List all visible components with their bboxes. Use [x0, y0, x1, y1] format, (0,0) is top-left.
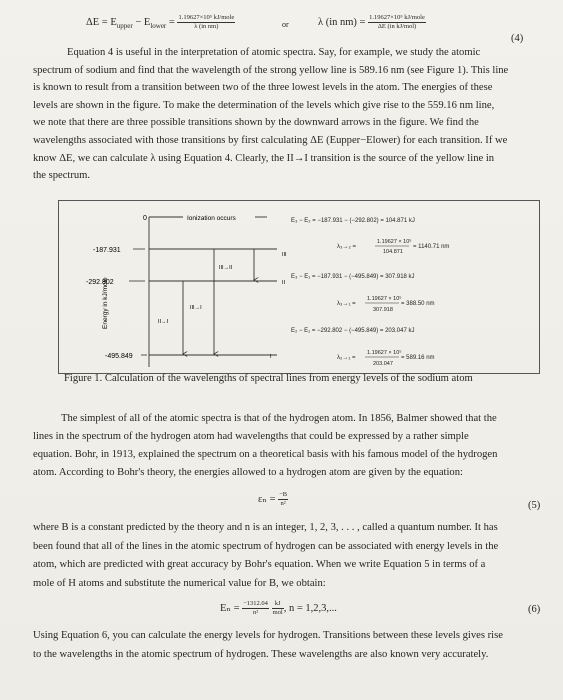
paragraph-4	[33, 626, 545, 664]
delta-e-text: E₂ − E₁ = −292.802 − (−495.849) = 203.047 kJ	[291, 328, 415, 334]
equation-6-number: (6)	[528, 604, 541, 615]
transition-label: III→II	[219, 265, 233, 271]
figure-1	[58, 200, 540, 374]
text-line: the spectrum.	[33, 170, 91, 182]
equation-4-lambda: λ (in nm) = $\frac{\text{1.19627×10⁵ kJ/mole}}{\text{ΔE (in kJ/mol)}}$	[318, 14, 425, 30]
level-i	[105, 353, 277, 360]
calculation-iii-i	[291, 274, 435, 313]
text-line: levels are shown in the figure. To make the determination of the levels which give rise to the 559.16 nm line,	[33, 99, 495, 111]
text-line: Equation 4 is useful in the interpretation of atomic spectra. Say, for example, we study the atomic	[67, 47, 481, 58]
text-line: Using Equation 6, you can calculate the energy levels for hydrogen. Transitions between these levels gives rise	[33, 630, 503, 641]
fraction-denominator: 307.918	[373, 307, 393, 313]
calculation-ii-i	[291, 328, 435, 367]
text-line: atom. According to Bohr's theory, the energies allowed to a hydrogen atom are given by the equation:	[33, 467, 463, 478]
level-roman-label: I	[270, 354, 272, 360]
equation-5: εₙ = $\frac{-B}{\text{n²}}$	[258, 491, 288, 507]
level-roman-label: II	[282, 280, 286, 286]
transition-label: III→I	[190, 305, 202, 311]
text-line: where B is a constant predicted by the theory and n is an integer, 1, 2, 3, . . . , called a quantum number. It has	[33, 522, 498, 533]
calculation-iii-ii	[291, 218, 449, 255]
transition-label: II→I	[158, 319, 169, 325]
fraction-numerator: 1.19627 × 10⁵	[377, 239, 412, 245]
text-line: is known to result from a transition between two of the three lowest levels in the atom. The energies of these	[33, 82, 493, 94]
equation-4-delta-e: $\Delta E = E_{upper} - E_{lower}$ = $\frac{\text{1.19627×10⁵ kJ/mole}}{\text{λ (in nm)}}$	[86, 14, 235, 30]
text-line: been found that all of the lines in the atomic spectrum of hydrogen can be associated with energy levels in the	[33, 540, 499, 552]
lambda-label: λ₂→₁ =	[337, 355, 356, 361]
transition-iii-ii	[219, 249, 254, 280]
equation-5-number: (5)	[528, 500, 541, 511]
text-line: lines in the spectrum of the hydrogen atom had wavelengths that could be expressed by a rather simple	[33, 431, 469, 442]
level-value-label: -495.849	[105, 353, 133, 360]
level-value-label: -292.802	[86, 279, 114, 286]
zero-label: 0	[143, 215, 147, 222]
ionization-label: Ionization occurs	[187, 215, 236, 222]
transition-iii-i	[190, 249, 214, 354]
delta-e-text: E₃ − E₁ = −187.931 − (−495.849) = 307.918 kJ	[291, 274, 415, 280]
paragraph-1	[33, 44, 545, 185]
level-ii	[86, 279, 286, 286]
text-line: we note that there are three possible transitions shown by the downward arrows in the figure. We find the	[33, 117, 479, 129]
fraction-unit: $\frac{kJ}{\text{mol}}$	[272, 600, 283, 616]
y-axis-label: Energy in kJ/mole	[102, 277, 109, 329]
fraction-2: $\frac{\text{1.19627×10⁵ kJ/mole}}{\text{ΔE (in kJ/mol)}}$	[369, 14, 425, 30]
level-roman-label: III	[282, 252, 287, 258]
fraction-denominator: 104.871	[383, 249, 403, 255]
equation-6: Eₙ = $\frac{-1312.04}{\text{n²}}$ $\frac{kJ}{\text{mol}}$ , n = 1,2,3,...	[220, 600, 337, 616]
fraction: $\frac{-B}{\text{n²}}$	[279, 491, 288, 507]
level-value-label: -187.931	[93, 247, 121, 254]
delta-e-text: E₃ − E₂ = −187.931 − (−292.802) = 104.871 kJ	[291, 218, 415, 224]
text-line: know ΔE, we can calculate λ using Equation 4. Clearly, the II→I transition is the source of the yellow line in	[33, 152, 495, 164]
fraction-value: $\frac{-1312.04}{\text{n²}}$	[243, 600, 268, 616]
fraction-1: $\frac{\text{1.19627×10⁵ kJ/mole}}{\text{λ (in nm)}}$	[178, 14, 235, 30]
or-label: or	[282, 20, 289, 29]
text-line: The simplest of all of the atomic spectra is that of the hydrogen atom. In 1856, Balmer showed that the	[61, 413, 497, 424]
text-line: to the wavelengths in the atomic spectrum of hydrogen. These wavelengths are also known very accurately.	[33, 649, 489, 660]
text-line: wavelengths associated with those transitions by first calculating ΔE (Eupper−Elower) for each transition. If we	[33, 134, 508, 146]
lambda-label: λ₃→₁ =	[337, 301, 356, 307]
equation-4-number: (4)	[511, 33, 524, 44]
wavelength-result: = 1140.71 nm	[413, 244, 450, 250]
figure-caption: Figure 1. Calculation of the wavelengths of spectral lines from energy levels of the sodium atom	[64, 373, 473, 384]
fraction-denominator: 203.047	[373, 361, 393, 367]
transition-ii-i	[158, 281, 183, 354]
wavelength-result: = 589.16 nm	[401, 355, 435, 361]
paragraph-2	[33, 410, 545, 482]
wavelength-result: = 388.50 nm	[401, 301, 435, 307]
lambda-label: λ₃→₂ =	[337, 244, 356, 250]
text-line: atom, which are predicted with great accuracy by Bohr's equation. When we write Equation 5 in terms of a	[33, 559, 486, 570]
text-line: mole of H atoms and substitute the numerical value for B, we obtain:	[33, 577, 326, 589]
fraction-numerator: 1.19627 × 10⁵	[367, 296, 402, 302]
fraction-numerator: 1.19627 × 10⁵	[367, 350, 402, 356]
energy-level-diagram	[59, 201, 539, 373]
text-line: equation. Bohr, in 1913, explained the spectrum on a theoretical basis with his famous model of the hydrogen	[33, 449, 498, 460]
level-iii	[93, 247, 287, 258]
text-line: spectrum of sodium and find that the wavelength of the strong yellow line is 589.16 nm (see Figure 1). This line	[33, 64, 509, 76]
paragraph-3	[33, 519, 545, 593]
